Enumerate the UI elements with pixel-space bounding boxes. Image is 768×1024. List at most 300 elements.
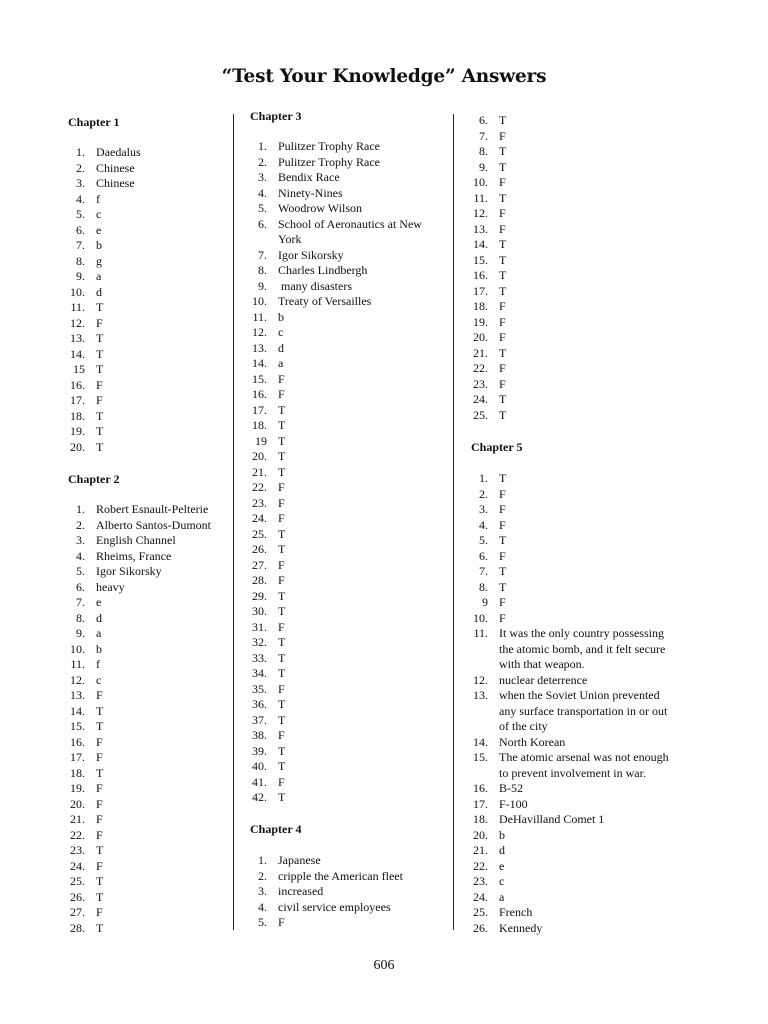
answer-line [252,557,285,574]
answer-number: 5. [258,915,267,929]
answer-number: 10. [70,641,85,656]
answer-line [70,765,104,782]
answer-line [479,502,506,518]
answer-text: b [499,827,505,842]
answer-line [473,376,506,393]
answer-text: T [96,703,104,718]
answer-number: 22. [252,480,267,494]
answer-line [252,340,284,357]
answer-number: 22. [70,827,85,842]
answer-text: French [499,905,533,919]
answer-line [473,314,506,331]
answer-line [473,920,543,937]
answer-text: d [278,340,284,355]
answer-line [70,905,103,921]
answer-number: 14. [70,703,85,718]
answer-number: 8. [76,253,85,268]
answer-line [258,154,380,171]
answer-text: F [499,175,506,189]
answer-text: F [499,610,506,625]
answer-text: F [96,393,103,407]
answer-number: 20. [70,796,85,811]
answer-text: f [96,191,100,206]
answer-number: 7. [76,238,85,252]
answer-text: F [499,548,506,563]
answer-line [70,393,103,409]
answer-text: F [499,221,506,236]
answer-text: the atomic bomb, and it felt secure [499,641,666,656]
answer-line [76,579,125,596]
answer-text: g [96,253,102,268]
answer-text: T [96,874,104,888]
answer-number: 1. [479,471,488,485]
answer-line [252,495,285,512]
answer-number: 26. [473,920,488,935]
answer-text: F [499,206,506,220]
answer-number: 13. [473,688,488,702]
answer-line [479,533,507,549]
answer-number: 6. [479,548,488,563]
answer-text: T [278,418,286,432]
answer-text: e [96,222,102,237]
answer-line [479,579,507,596]
answer-line [70,920,104,937]
answer-line [70,424,104,440]
answer-number: 12. [70,672,85,687]
answer-number: 13. [473,221,488,236]
answer-number: 27. [70,905,85,919]
chapter-heading: Chapter 3 [250,109,302,123]
answer-line [479,113,507,129]
answer-text: T [499,533,507,547]
answer-text: b [278,309,284,324]
answer-number: 2. [258,154,267,169]
answer-text: T [96,424,104,438]
answer-line [473,190,507,207]
answer-text: F [96,827,103,842]
answer-text: F [96,750,103,764]
answer-text: Woodrow Wilson [278,201,362,215]
answer-line [76,564,162,580]
answer-text: T [278,650,286,665]
answer-number: 25. [473,407,488,422]
answer-text: T [278,588,286,603]
answer-line [252,325,284,341]
answer-number: 12. [252,325,267,339]
answer-number: 35. [252,681,267,696]
answer-line [258,884,324,900]
answer-text: F [499,361,506,375]
answer-number: 20. [473,330,488,344]
answer-text: B-52 [499,781,523,795]
answer-line [70,300,104,316]
answer-number: 20. [70,439,85,454]
answer-number: 14. [70,346,85,361]
answer-text: T [278,604,286,618]
answer-text: T [278,542,286,556]
answer-number: 8. [76,610,85,625]
answer-number: 4. [258,899,267,914]
answer-number: 16. [473,781,488,795]
answer-text: F [96,688,103,702]
answer-number: 9. [479,159,488,174]
answer-line [76,533,176,549]
answer-number: 7. [479,564,488,578]
answer-line [252,790,286,806]
answer-line [479,128,506,145]
answer-text: F [96,315,103,330]
answer-line [473,827,505,844]
answer-number: 28. [252,573,267,587]
answer-text: F [278,915,285,929]
answer-line [70,641,102,658]
answer-number: 1. [258,853,267,867]
answer-text: It was the only country possessing [499,626,664,640]
answer-number: 30. [252,604,267,618]
answer-line [252,650,286,667]
answer-number: 4. [76,191,85,206]
answer-line [252,759,286,775]
answer-number: 3. [76,176,85,190]
answer-line [479,486,506,503]
answer-number: 8. [479,144,488,158]
answer-line [252,356,284,372]
answer-line [76,176,135,192]
answer-number: 40. [252,759,267,773]
answer-number: 6. [76,222,85,237]
answer-line [252,309,284,326]
answer-line [252,588,286,605]
answer-number: 20. [252,449,267,463]
answer-text: a [96,269,102,283]
answer-line [473,734,566,751]
answer-number: 16. [252,387,267,401]
answer-text: York [278,232,302,246]
answer-text: Bendix Race [278,170,340,184]
answer-number: 12. [70,315,85,330]
answer-text: b [96,641,102,656]
answer-line [473,858,505,875]
answer-number: 23. [473,376,488,391]
answer-line [479,517,506,534]
answer-number: 34. [252,666,267,680]
answer-text: Chinese [96,176,135,190]
answer-text: d [96,610,102,625]
answer-line [70,889,104,906]
answer-line [482,595,506,611]
answer-line [70,858,103,875]
answer-text: c [96,672,102,687]
answer-text: d [499,843,505,857]
answer-line [473,407,507,424]
answer-line [473,874,505,890]
answer-line [252,371,285,388]
answer-line [473,252,507,269]
answer-line [473,610,506,627]
answer-line [252,387,285,403]
answer-text: when the Soviet Union prevented [499,688,660,702]
answer-line [499,657,585,673]
answer-line [479,564,507,580]
answer-line [252,666,286,682]
answer-line [70,688,103,704]
answer-number: 10. [473,610,488,625]
answer-number: 22. [473,858,488,873]
answer-line [70,843,104,859]
answer-text: F [278,774,285,789]
answer-number: 25. [473,905,488,919]
answer-text: T [278,743,286,758]
answer-number: 29. [252,588,267,603]
answer-text: T [499,579,507,594]
answer-text: e [96,595,102,609]
answer-line [76,595,102,611]
answer-text: f [96,657,100,671]
answer-line [255,433,286,450]
answer-text: F [278,557,285,572]
answer-number: 19. [70,781,85,795]
answer-line [473,330,506,346]
answer-text: F [499,128,506,143]
answer-number: 13. [252,340,267,355]
answer-line [70,703,104,720]
answer-number: 33. [252,650,267,665]
answer-text: T [499,471,507,485]
answer-line [473,392,507,408]
answer-text: with that weapon. [499,657,585,671]
answer-text: T [96,331,104,345]
answer-line [70,284,102,301]
answer-text: any surface transportation in or out [499,703,668,718]
answer-line [252,511,285,527]
answer-line [252,774,285,791]
answer-text: F [499,517,506,532]
chapter-heading: Chapter 4 [250,822,302,836]
answer-number: 24. [473,392,488,406]
answer-line [70,734,103,751]
answer-line [76,253,102,270]
answer-text: T [499,268,507,282]
answer-number: 13. [70,331,85,345]
answer-text: cripple the American fleet [278,868,403,883]
answer-number: 5. [76,207,85,221]
answer-number: 18. [70,408,85,423]
answer-line [479,548,506,565]
answer-number: 1. [258,139,267,153]
answer-number: 11. [70,657,85,671]
answer-line [70,781,103,797]
answer-number: 10. [70,284,85,299]
answer-number: 16. [473,268,488,282]
answer-text: civil service employees [278,899,391,914]
answer-number: 18. [473,299,488,313]
answer-text: Charles Lindbergh [278,263,368,277]
answer-line [258,278,352,295]
answer-line [258,185,343,202]
answer-number: 5. [76,564,85,578]
answer-number: 15. [473,750,488,764]
answer-line [473,796,528,813]
answer-text: Ninety-Nines [278,185,343,200]
answer-line [70,874,104,890]
answer-number: 14. [473,734,488,749]
answer-number: 3. [479,502,488,516]
answer-text: T [278,433,286,448]
answer-number: 14. [252,356,267,370]
answer-text: T [278,759,286,773]
answer-number: 26. [70,889,85,904]
answer-line [473,221,506,238]
answer-number: 16. [70,377,85,392]
answer-number: 7. [479,128,488,143]
answer-line [499,766,646,782]
answer-line [473,843,505,859]
answer-line [252,712,286,729]
answer-text: F [278,681,285,696]
answer-number: 2. [258,868,267,883]
answer-text: T [278,712,286,727]
answer-text: T [278,464,286,479]
answer-line [70,796,103,813]
answer-text: T [278,666,286,680]
answer-number: 9. [258,278,267,293]
answer-number: 18. [473,812,488,826]
answer-line [252,449,286,465]
answer-number: 17. [473,796,488,811]
answer-number: 23. [473,874,488,888]
answer-text: of the city [499,719,548,733]
answer-text: T [278,790,286,804]
answer-text: T [499,113,507,127]
answer-number: 19 [255,433,267,448]
answer-number: 10. [473,175,488,189]
answer-text: F [278,371,285,386]
answer-text: T [96,765,104,780]
answer-text: increased [278,884,324,898]
answer-line [76,191,100,208]
answer-text: Igor Sikorsky [278,247,344,262]
answer-line [70,672,102,689]
answer-number: 15 [73,362,85,376]
answer-text: F [499,595,506,609]
answer-number: 21. [473,843,488,857]
answer-number: 23. [252,495,267,510]
answer-number: 18. [70,765,85,780]
answer-line [252,480,285,496]
answer-text: F [499,314,506,329]
answer-line [258,915,285,931]
answer-text: F-100 [499,796,528,811]
answer-text: F [278,619,285,634]
answer-line [70,377,103,394]
answer-number: 32. [252,635,267,649]
answer-line [499,642,665,658]
answer-number: 26. [252,542,267,556]
answer-text: F [96,781,103,795]
answer-text: to prevent involvement in war. [499,765,646,780]
answer-number: 11. [473,190,488,205]
answer-line [258,170,340,186]
answer-line [70,812,103,828]
answer-text: nuclear deterrence [499,672,588,687]
answer-line [252,464,286,481]
answer-text: T [96,439,104,454]
answer-text: a [278,356,284,370]
answer-text: T [96,362,104,376]
answer-line [70,439,104,456]
answer-text: F [278,480,285,494]
answer-text: Chinese [96,160,135,175]
answer-number: 21. [70,812,85,826]
answer-line [473,781,523,797]
answer-number: 7. [258,247,267,262]
answer-line [70,315,103,332]
answer-number: 24. [70,858,85,873]
answer-text: F [96,812,103,826]
answer-number: 13. [70,688,85,702]
answer-line [473,206,506,222]
answer-number: 2. [479,486,488,501]
answer-line [252,619,285,636]
answer-number: 9 [482,595,488,609]
answer-text: Igor Sikorsky [96,564,162,578]
answer-number: 25. [70,874,85,888]
answer-number: 17. [473,283,488,298]
answer-number: 21. [252,464,267,479]
answer-line [76,269,102,285]
answer-text: F [96,734,103,749]
answer-text: The atomic arsenal was not enough [499,750,669,764]
answer-line [76,160,135,177]
column-divider [453,114,454,930]
answer-line [258,201,362,217]
answer-line [479,471,507,487]
answer-number: 9. [76,269,85,283]
answer-line [76,626,102,642]
answer-line [473,175,506,191]
answer-line [479,159,507,176]
answer-text: T [499,190,507,205]
answer-text: a [499,889,505,904]
answer-text: Robert Esnault-Pelterie [96,502,209,516]
answer-number: 14. [473,237,488,251]
answer-text: T [278,635,286,649]
answer-line [252,418,286,434]
answer-text: heavy [96,579,125,594]
answer-text: a [96,626,102,640]
answer-line [258,247,344,264]
answer-line [76,207,102,223]
answer-number: 24. [473,889,488,904]
answer-line [252,681,285,698]
answer-number: 1. [76,145,85,159]
answer-text: T [499,392,507,406]
answer-number: 22. [473,361,488,375]
answer-text: Pulitzer Trophy Race [278,139,380,153]
page-number: 606 [373,958,395,973]
answer-text: F [96,858,103,873]
answer-number: 17. [70,750,85,764]
answer-line [473,361,506,377]
answer-number: 6. [258,216,267,231]
answer-text: T [96,408,104,423]
answer-text: Pulitzer Trophy Race [278,154,380,169]
answer-number: 8. [258,263,267,277]
answer-text: School of Aeronautics at New [278,216,422,231]
answer-line [473,283,507,300]
answer-number: 37. [252,712,267,727]
answer-number: 19. [70,424,85,438]
